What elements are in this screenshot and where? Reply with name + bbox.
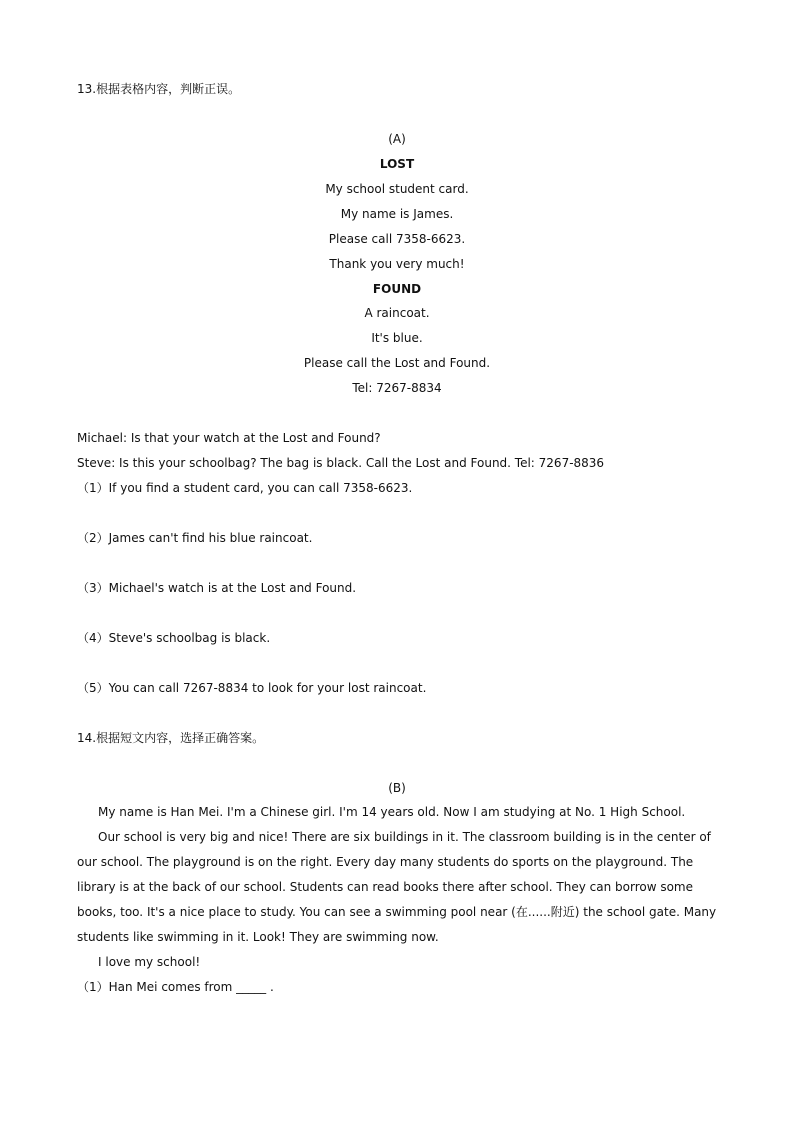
question-13-title: 13.根据表格内容，判断正误。 — [77, 82, 241, 96]
dialogue-line: Michael: Is that your watch at the Lost and Found? — [77, 431, 381, 445]
question-item: （2）James can't find his blue raincoat. — [77, 531, 313, 545]
lost-heading: LOST — [379, 157, 415, 171]
passage-paragraph-2: Our school is very big and nice! There are six buildings in it. The classroom building is in the center of our school. The playground is on the right. Every day many students do sports on the playground. The library is at the back of our school. Students can read books there after school. They can borrow some books, too. It's a nice place to study. You can see a swimming pool near (在......附近) the school gate. Many students like swimming in it. Look! They are swimming now. — [77, 830, 717, 944]
lost-line: Please call 7358-6623. — [328, 232, 466, 246]
lost-line: My school student card. — [325, 182, 469, 196]
passage-paragraph-3: I love my school! — [98, 955, 201, 969]
lost-line: My name is James. — [340, 207, 454, 221]
found-line: Please call the Lost and Found. — [303, 356, 491, 370]
passage-label: (B) — [388, 781, 406, 795]
found-line: It's blue. — [371, 331, 423, 345]
question-item: （5）You can call 7267-8834 to look for your lost raincoat. — [77, 681, 427, 695]
question-14-title: 14.根据短文内容，选择正确答案。 — [77, 731, 265, 745]
found-heading: FOUND — [372, 282, 422, 296]
question-item: （1）If you find a student card, you can call 7358-6623. — [77, 481, 413, 495]
question-item: （1）Han Mei comes from _____ . — [77, 980, 274, 994]
found-line: Tel: 7267-8834 — [352, 381, 442, 395]
dialogue-line: Steve: Is this your schoolbag? The bag is black. Call the Lost and Found. Tel: 7267-8836 — [77, 456, 605, 470]
passage-paragraph-1: My name is Han Mei. I'm a Chinese girl. I'm 14 years old. Now I am studying at No. 1 High School. — [98, 805, 686, 819]
lost-line: Thank you very much! — [329, 257, 465, 271]
found-line: A raincoat. — [364, 306, 430, 320]
question-item: （3）Michael's watch is at the Lost and Found. — [77, 581, 357, 595]
question-item: （4）Steve's schoolbag is black. — [77, 631, 271, 645]
notice-label: (A) — [388, 132, 406, 146]
